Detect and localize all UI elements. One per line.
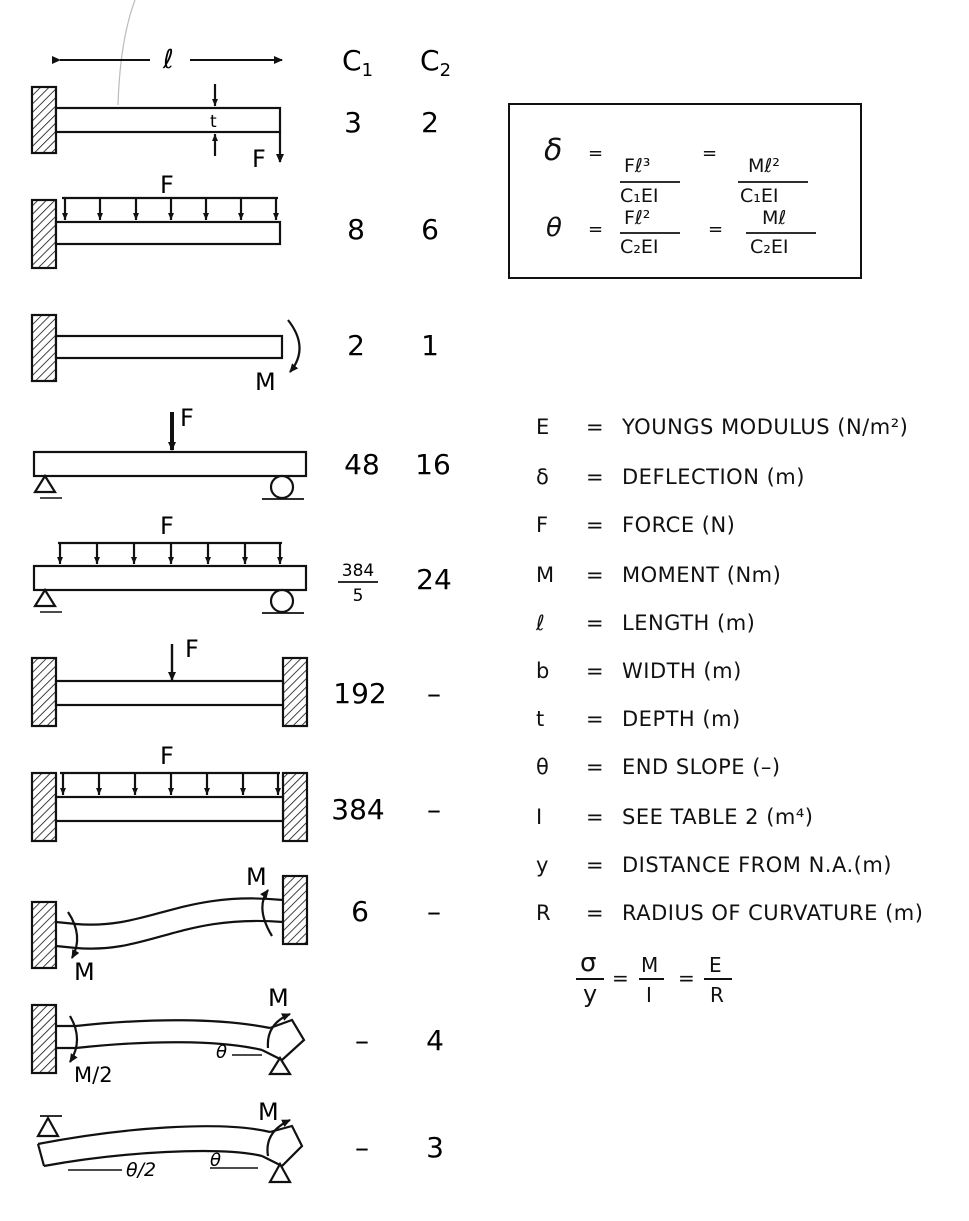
moment-label: M (258, 1098, 279, 1126)
legend-description: SEE TABLE 2 (m⁴) (622, 805, 814, 829)
legend-equals: = (586, 659, 605, 683)
roller-support (271, 590, 293, 612)
c2-value: 1 (421, 329, 439, 362)
fixed-support (32, 1005, 56, 1073)
moment-arrow-left (68, 912, 77, 958)
formula-box (508, 103, 862, 279)
legend-symbol: t (536, 707, 545, 731)
e-symbol: E (709, 953, 722, 977)
pin-support (270, 1058, 290, 1074)
beam-case-7-fixed-fixed-udl (32, 773, 307, 841)
c1-value-numerator: 384 (341, 561, 375, 581)
roller-support (271, 476, 293, 498)
denominator-c2ei: C₂EI (750, 236, 789, 258)
force-label: F (185, 635, 199, 663)
c1-value: 48 (344, 448, 380, 481)
fixed-support (32, 315, 56, 381)
c2-value: – (427, 895, 441, 928)
equals-sign: = (588, 143, 604, 164)
legend-equals: = (586, 901, 605, 925)
i-symbol: I (646, 983, 652, 1007)
equals-sign: = (708, 219, 724, 240)
fixed-support-left (32, 658, 56, 726)
moment-label: M (255, 368, 276, 396)
slope-label: θ (210, 1150, 222, 1171)
beam (56, 797, 283, 821)
legend-equals: = (586, 513, 605, 537)
legend-symbol: I (536, 805, 543, 829)
legend-description: DISTANCE FROM N.A.(m) (622, 853, 892, 877)
denominator-c1ei: C₁EI (620, 185, 659, 207)
beam (56, 336, 282, 358)
beam (34, 566, 306, 590)
c2-value: 2 (421, 106, 439, 139)
c1-value: 2 (347, 329, 365, 362)
denominator-c1ei: C₁EI (740, 185, 779, 207)
numerator-fl2: Fℓ² (624, 207, 651, 229)
beam-case-1-cantilever-point-load (32, 84, 280, 162)
thickness-label: t (210, 112, 217, 132)
numerator-ml2: Mℓ² (748, 155, 780, 177)
moment-label-left: M (74, 958, 95, 986)
beam-left-end (38, 1144, 44, 1166)
fixed-support-right (283, 876, 307, 944)
numerator-fl3: Fℓ³ (624, 155, 651, 177)
equals-sign: = (588, 219, 604, 240)
legend-equals: = (586, 755, 605, 779)
legend-symbol: ℓ (536, 611, 546, 635)
c1-value: – (355, 1024, 369, 1057)
numerator-ml: Mℓ (762, 207, 787, 229)
legend-description: WIDTH (m) (622, 659, 742, 683)
equals-sign: = (678, 966, 695, 990)
c2-value: – (427, 677, 441, 710)
c1-value: 192 (333, 677, 387, 710)
legend-equals: = (586, 563, 605, 587)
beam-case-5-simply-supported-udl (34, 543, 306, 613)
c2-value: – (427, 793, 441, 826)
force-label: F (252, 145, 266, 173)
beam-case-9-propped-moment (32, 1005, 304, 1074)
c1-value: 384 (331, 793, 385, 826)
legend-description: DEFLECTION (m) (622, 465, 805, 489)
c1-value: 8 (347, 213, 365, 246)
delta-symbol: δ (544, 133, 563, 168)
moment-label: M (268, 984, 289, 1012)
moment-arrow-right (268, 1014, 290, 1048)
beam-bottom-edge (56, 1042, 262, 1050)
beam (34, 452, 306, 476)
r-symbol: R (710, 983, 724, 1007)
legend-symbol: θ (536, 755, 550, 779)
fixed-support-right (283, 658, 307, 726)
moment-label-right: M (246, 863, 267, 891)
legend-description: DEPTH (m) (622, 707, 741, 731)
beam (56, 222, 280, 244)
coefficient-values (331, 106, 452, 1164)
moment-arrow-right (262, 890, 272, 936)
denominator-c2ei: C₂EI (620, 236, 659, 258)
c2-value: 24 (416, 563, 452, 596)
c1-header: $C_1$ (342, 44, 374, 81)
pin-support-right (270, 1164, 290, 1182)
legend-symbol: F (536, 513, 549, 537)
legend-symbol: b (536, 659, 550, 683)
formula-box-canvas (510, 105, 860, 277)
legend-equals: = (586, 465, 605, 489)
beam-top-edge (38, 1126, 270, 1144)
column-headers (342, 44, 451, 81)
legend-description: END SLOPE (–) (622, 755, 781, 779)
c2-value: 6 (421, 213, 439, 246)
legend-equals: = (586, 853, 605, 877)
force-label: F (160, 171, 174, 199)
equals-sign: = (702, 143, 718, 164)
force-label: F (160, 512, 174, 540)
beam (56, 681, 283, 705)
beam-case-6-fixed-fixed-point-load (32, 644, 307, 726)
c1-value: 6 (351, 895, 369, 928)
c1-value-denominator: 5 (352, 586, 364, 606)
moment-arrow (288, 320, 300, 372)
fixed-support-left (32, 902, 56, 968)
half-moment-label: M/2 (74, 1063, 113, 1087)
legend-symbol: R (536, 901, 552, 925)
slope-label: θ (216, 1042, 228, 1063)
legend-description: YOUNGS MODULUS (N/m²) (622, 415, 909, 439)
legend-description: RADIUS OF CURVATURE (m) (622, 901, 924, 925)
moment-arrow-left (70, 1016, 77, 1062)
fixed-support (32, 200, 56, 268)
beam-top-edge (56, 1020, 270, 1028)
theta-symbol: θ (546, 213, 562, 243)
c2-value: 16 (415, 448, 451, 481)
sigma-symbol: σ (580, 948, 597, 978)
pin-support (35, 590, 55, 606)
pin-support-left (38, 1118, 58, 1136)
m-symbol: M (641, 953, 659, 977)
y-symbol: y (583, 980, 598, 1008)
legend-description: FORCE (N) (622, 513, 736, 537)
c2-value: 3 (426, 1131, 444, 1164)
legend-description: MOMENT (Nm) (622, 563, 782, 587)
c2-header: $C_2$ (420, 44, 452, 81)
legend-equals: = (586, 707, 605, 731)
legend-symbol: δ (536, 465, 550, 489)
legend-symbol: M (536, 563, 555, 587)
legend-equals: = (586, 611, 605, 635)
fixed-support (32, 87, 56, 153)
scan-mark (118, 0, 135, 105)
legend-symbol: E (536, 415, 550, 439)
c1-value: 3 (344, 106, 362, 139)
beam (56, 108, 280, 132)
length-label: ℓ (163, 45, 174, 75)
beam-case-2-cantilever-udl (32, 198, 280, 268)
half-slope-label: θ/2 (126, 1159, 157, 1181)
fixed-support-left (32, 773, 56, 841)
c2-value: 4 (426, 1024, 444, 1057)
beam-case-4-simply-supported-point-load (34, 412, 306, 499)
c1-value: – (355, 1131, 369, 1164)
force-label: F (160, 742, 174, 770)
pin-support (35, 476, 55, 492)
equals-sign: = (612, 966, 629, 990)
legend-symbol: y (536, 853, 549, 877)
force-label: F (180, 404, 194, 432)
legend-description: LENGTH (m) (622, 611, 756, 635)
legend-equals: = (586, 805, 605, 829)
legend-equals: = (586, 415, 605, 439)
fixed-support-right (283, 773, 307, 841)
